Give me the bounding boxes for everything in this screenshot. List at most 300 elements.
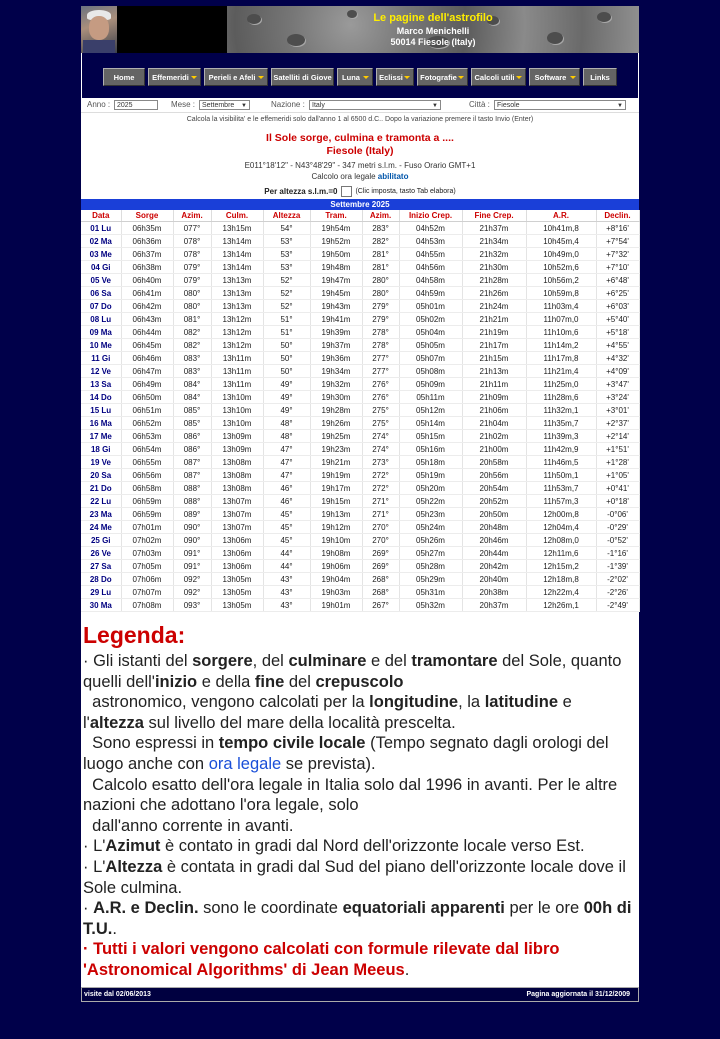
table-cell: 11h28m,6 — [526, 391, 596, 404]
table-cell: 13h05m — [211, 586, 263, 599]
table-cell: 11h07m,0 — [526, 313, 596, 326]
table-cell: 19h21m — [310, 456, 362, 469]
results-header — [81, 126, 639, 210]
table-cell: 13h11m — [211, 365, 263, 378]
table-cell: 08 Lu — [81, 313, 121, 326]
table-cell: 27 Sa — [81, 560, 121, 573]
table-row — [81, 521, 639, 534]
table-cell: -2°02' — [596, 573, 639, 586]
table-cell: 53° — [263, 248, 310, 261]
table-cell: 17 Me — [81, 430, 121, 443]
table-cell: -0°06' — [596, 508, 639, 521]
table-cell: 20h46m — [462, 534, 526, 547]
table-cell: 20h38m — [462, 586, 526, 599]
table-cell: 11h14m,2 — [526, 339, 596, 352]
table-cell: 01 Lu — [81, 222, 121, 235]
table-cell: 13h09m — [211, 430, 263, 443]
column-header: Data — [81, 210, 121, 222]
table-row — [81, 404, 639, 417]
legend-p1: · Gli istanti del sorgere, del culminare e del tramontare del Sole, quanto quelli dell'inizio e della fine del crepuscolo — [83, 652, 622, 691]
dropdown-arrow-icon — [516, 76, 522, 79]
table-cell: 52° — [263, 300, 310, 313]
table-cell: 18 Gi — [81, 443, 121, 456]
table-row — [81, 495, 639, 508]
column-header: Culm. — [211, 210, 263, 222]
table-cell: 090° — [173, 534, 211, 547]
table-cell: 276° — [362, 391, 399, 404]
table-cell: 279° — [362, 313, 399, 326]
nav-item-perieli-e-afeli[interactable]: Perieli e Afeli — [204, 68, 268, 86]
table-cell: 13h10m — [211, 404, 263, 417]
table-cell: 05h18m — [399, 456, 462, 469]
table-cell: 30 Ma — [81, 599, 121, 612]
table-cell: 50° — [263, 339, 310, 352]
table-cell: 13h14m — [211, 235, 263, 248]
table-cell: 04h53m — [399, 235, 462, 248]
table-row — [81, 352, 639, 365]
table-row — [81, 456, 639, 469]
table-cell: -2°49' — [596, 599, 639, 612]
citta-label: Città : — [469, 100, 490, 109]
table-cell: 19 Ve — [81, 456, 121, 469]
table-cell: 20h54m — [462, 482, 526, 495]
altezza-checkbox[interactable] — [341, 186, 352, 197]
table-cell: 06h51m — [121, 404, 173, 417]
ora-legale-text: Calcolo ora legale abilitato — [311, 172, 409, 181]
table-row — [81, 300, 639, 313]
legend-p9: · Tutti i valori vengono calcolati con formule rilevate dal libro 'Astronomical Algorithms' di Jean Meeus. — [83, 940, 560, 979]
table-cell: 20 Sa — [81, 469, 121, 482]
table-cell: 13 Sa — [81, 378, 121, 391]
table-cell: 21h04m — [462, 417, 526, 430]
table-cell: 079° — [173, 261, 211, 274]
nav-item-calcoli-utili[interactable]: Calcoli utili — [471, 68, 526, 86]
dropdown-arrow-icon — [404, 76, 410, 79]
table-cell: 06 Sa — [81, 287, 121, 300]
table-cell: 11h42m,9 — [526, 443, 596, 456]
table-cell: 06h42m — [121, 300, 173, 313]
table-cell: 13h07m — [211, 508, 263, 521]
table-cell: 53° — [263, 261, 310, 274]
table-row — [81, 586, 639, 599]
table-cell: 267° — [362, 599, 399, 612]
table-cell: +7°54' — [596, 235, 639, 248]
table-cell: 19h01m — [310, 599, 362, 612]
table-cell: 05h32m — [399, 599, 462, 612]
table-cell: 19h17m — [310, 482, 362, 495]
table-cell: 47° — [263, 443, 310, 456]
table-cell: 04h55m — [399, 248, 462, 261]
nazione-label: Nazione : — [271, 100, 305, 109]
table-cell: +5°40' — [596, 313, 639, 326]
table-cell: 19h12m — [310, 521, 362, 534]
table-cell: 268° — [362, 573, 399, 586]
table-cell: 50° — [263, 365, 310, 378]
table-cell: +5°18' — [596, 326, 639, 339]
table-cell: 21h17m — [462, 339, 526, 352]
table-cell: 13h06m — [211, 547, 263, 560]
table-cell: 13h14m — [211, 248, 263, 261]
table-cell: 21h19m — [462, 326, 526, 339]
table-cell: +0°18' — [596, 495, 639, 508]
table-cell: 06h40m — [121, 274, 173, 287]
table-row — [81, 287, 639, 300]
table-cell: 06h44m — [121, 326, 173, 339]
table-row — [81, 248, 639, 261]
table-cell: 19h32m — [310, 378, 362, 391]
table-cell: 088° — [173, 495, 211, 508]
table-cell: +7°10' — [596, 261, 639, 274]
legend-title: Legenda: — [83, 622, 186, 648]
table-cell: 21 Do — [81, 482, 121, 495]
table-cell: 21h13m — [462, 365, 526, 378]
ora-legale-link[interactable]: ora legale — [208, 754, 282, 773]
table-cell: 19h39m — [310, 326, 362, 339]
dropdown-arrow-icon — [363, 76, 369, 79]
table-cell: 04h58m — [399, 274, 462, 287]
table-cell: 19h26m — [310, 417, 362, 430]
table-cell: 13h11m — [211, 352, 263, 365]
table-cell: 07h05m — [121, 560, 173, 573]
table-row — [81, 573, 639, 586]
table-cell: 06h55m — [121, 456, 173, 469]
table-cell: 06h47m — [121, 365, 173, 378]
table-cell: 11h39m,3 — [526, 430, 596, 443]
table-cell: 271° — [362, 495, 399, 508]
table-cell: 51° — [263, 326, 310, 339]
table-cell: 13h13m — [211, 274, 263, 287]
table-cell: 077° — [173, 222, 211, 235]
table-cell: 281° — [362, 248, 399, 261]
table-cell: +4°32' — [596, 352, 639, 365]
table-cell: 05h22m — [399, 495, 462, 508]
table-cell: 092° — [173, 573, 211, 586]
table-cell: 19h50m — [310, 248, 362, 261]
table-cell: 088° — [173, 482, 211, 495]
table-cell: 06h56m — [121, 469, 173, 482]
page-container — [81, 6, 639, 1002]
altezza-hint: (Clic imposta, tasto Tab elabora) — [355, 188, 456, 195]
table-cell: 11h32m,1 — [526, 404, 596, 417]
table-cell: 12h00m,8 — [526, 508, 596, 521]
table-cell: 05h01m — [399, 300, 462, 313]
table-cell: 06h53m — [121, 430, 173, 443]
table-row — [81, 378, 639, 391]
table-cell: 06h49m — [121, 378, 173, 391]
main-menu — [103, 68, 620, 86]
results-location: Fiesole (Italy) — [326, 145, 394, 157]
table-cell: 13h07m — [211, 521, 263, 534]
table-cell: 21h06m — [462, 404, 526, 417]
table-cell: 06h59m — [121, 508, 173, 521]
table-cell: 20h40m — [462, 573, 526, 586]
chevron-down-icon: ▼ — [617, 103, 623, 109]
table-cell: 19h19m — [310, 469, 362, 482]
table-cell: -1°16' — [596, 547, 639, 560]
nav-item-satelliti-di-giove[interactable]: Satelliti di Giove — [271, 68, 334, 86]
table-row — [81, 443, 639, 456]
table-cell: 43° — [263, 599, 310, 612]
table-cell: 268° — [362, 586, 399, 599]
table-cell: 273° — [362, 456, 399, 469]
table-cell: 21h15m — [462, 352, 526, 365]
table-cell: 12h04m,4 — [526, 521, 596, 534]
dropdown-arrow-icon — [191, 76, 197, 79]
table-cell: 07h08m — [121, 599, 173, 612]
site-author: Marco Menichelli — [396, 26, 470, 36]
page-footer — [81, 987, 639, 1002]
table-cell: 46° — [263, 495, 310, 508]
table-cell: 21h26m — [462, 287, 526, 300]
table-cell: 271° — [362, 508, 399, 521]
table-cell: 13h05m — [211, 599, 263, 612]
table-cell: 05h15m — [399, 430, 462, 443]
table-cell: 05h24m — [399, 521, 462, 534]
table-cell: 11 Gi — [81, 352, 121, 365]
table-cell: 092° — [173, 586, 211, 599]
table-cell: 080° — [173, 287, 211, 300]
table-row — [81, 235, 639, 248]
coordinates-text: E011°18'12" - N43°48'29" - 347 metri s.l.m. - Fuso Orario GMT+1 — [244, 161, 476, 170]
table-cell: 05h07m — [399, 352, 462, 365]
table-row — [81, 222, 639, 235]
table-cell: +0°41' — [596, 482, 639, 495]
table-cell: 43° — [263, 573, 310, 586]
table-cell: 10h41m,8 — [526, 222, 596, 235]
table-cell: 278° — [362, 326, 399, 339]
table-cell: 07h03m — [121, 547, 173, 560]
table-cell: 087° — [173, 469, 211, 482]
table-cell: 13h11m — [211, 378, 263, 391]
table-cell: +4°09' — [596, 365, 639, 378]
table-cell: 13h12m — [211, 313, 263, 326]
table-cell: 45° — [263, 521, 310, 534]
table-row — [81, 508, 639, 521]
table-cell: 10h56m,2 — [526, 274, 596, 287]
table-cell: 283° — [362, 222, 399, 235]
table-cell: 275° — [362, 417, 399, 430]
table-cell: 20h42m — [462, 560, 526, 573]
table-cell: 06h59m — [121, 495, 173, 508]
table-cell: 05h29m — [399, 573, 462, 586]
table-cell: 12h18m,8 — [526, 573, 596, 586]
legend-p6: · L'Azimut è contato in gradi dal Nord dell'orizzonte locale verso Est. — [83, 837, 585, 856]
table-cell: 06h38m — [121, 261, 173, 274]
table-row — [81, 339, 639, 352]
table-row — [81, 261, 639, 274]
table-cell: 23 Ma — [81, 508, 121, 521]
table-cell: 085° — [173, 404, 211, 417]
chevron-down-icon: ▼ — [432, 103, 438, 109]
table-cell: 21h02m — [462, 430, 526, 443]
table-cell: 21h28m — [462, 274, 526, 287]
table-cell: 078° — [173, 235, 211, 248]
table-cell: 49° — [263, 404, 310, 417]
table-cell: 13h06m — [211, 534, 263, 547]
table-cell: 11h25m,0 — [526, 378, 596, 391]
sun-ephemeris-table — [81, 210, 640, 612]
table-cell: 089° — [173, 508, 211, 521]
table-row — [81, 274, 639, 287]
table-cell: 19h36m — [310, 352, 362, 365]
table-cell: 04 Gi — [81, 261, 121, 274]
table-cell: +8°16' — [596, 222, 639, 235]
dropdown-arrow-icon — [458, 76, 464, 79]
site-location: 50014 Fiesole (Italy) — [390, 37, 476, 47]
table-cell: -0°52' — [596, 534, 639, 547]
nav-item-luna[interactable]: Luna — [337, 68, 373, 86]
table-cell: 02 Ma — [81, 235, 121, 248]
table-cell: +3°01' — [596, 404, 639, 417]
table-cell: 19h37m — [310, 339, 362, 352]
table-cell: 080° — [173, 300, 211, 313]
table-cell: 21h37m — [462, 222, 526, 235]
table-cell: 12h22m,4 — [526, 586, 596, 599]
table-cell: 10 Me — [81, 339, 121, 352]
table-cell: +2°14' — [596, 430, 639, 443]
navigation-area — [81, 53, 639, 98]
table-cell: 19h23m — [310, 443, 362, 456]
table-cell: 11h57m,3 — [526, 495, 596, 508]
table-cell: 05h23m — [399, 508, 462, 521]
dropdown-arrow-icon — [258, 76, 264, 79]
table-row — [81, 326, 639, 339]
table-cell: 05h12m — [399, 404, 462, 417]
table-cell: 19h45m — [310, 287, 362, 300]
table-cell: 05h16m — [399, 443, 462, 456]
table-cell: 53° — [263, 235, 310, 248]
table-cell: 13h05m — [211, 573, 263, 586]
table-cell: 13h07m — [211, 495, 263, 508]
table-row — [81, 365, 639, 378]
table-cell: 19h10m — [310, 534, 362, 547]
table-cell: 06h50m — [121, 391, 173, 404]
citta-select[interactable]: Fiesole ▼ — [494, 100, 626, 110]
table-cell: 06h43m — [121, 313, 173, 326]
table-cell: 05h27m — [399, 547, 462, 560]
table-cell: 12h08m,0 — [526, 534, 596, 547]
table-cell: 21h11m — [462, 378, 526, 391]
author-photo — [81, 6, 117, 53]
table-cell: -0°29' — [596, 521, 639, 534]
table-cell: 082° — [173, 339, 211, 352]
table-cell: 11h03m,4 — [526, 300, 596, 313]
table-row — [81, 417, 639, 430]
table-row — [81, 391, 639, 404]
table-cell: 274° — [362, 443, 399, 456]
table-cell: +3°47' — [596, 378, 639, 391]
table-cell: 04h56m — [399, 261, 462, 274]
legend-p3: Sono espressi in tempo civile locale (Tempo segnato dagli orologi del luogo anche con ora legale se prevista). — [83, 734, 614, 773]
table-cell: 21h21m — [462, 313, 526, 326]
nav-item-links[interactable]: Links — [583, 68, 617, 86]
legend-p2: astronomico, vengono calcolati per la longitudine, la latitudine e l'altezza sul livello del mare della località prescelta. — [83, 693, 577, 732]
table-cell: 19h34m — [310, 365, 362, 378]
ora-legale-status[interactable]: abilitato — [377, 172, 409, 181]
table-cell: 13h10m — [211, 391, 263, 404]
table-cell: 47° — [263, 456, 310, 469]
table-cell: 07h07m — [121, 586, 173, 599]
table-cell: 12 Ve — [81, 365, 121, 378]
table-cell: 083° — [173, 365, 211, 378]
table-cell: 05h19m — [399, 469, 462, 482]
table-cell: 269° — [362, 560, 399, 573]
table-cell: 46° — [263, 482, 310, 495]
table-cell: 49° — [263, 378, 310, 391]
table-cell: 11h50m,1 — [526, 469, 596, 482]
table-cell: 04h59m — [399, 287, 462, 300]
table-cell: 10h49m,0 — [526, 248, 596, 261]
table-header-row — [81, 210, 639, 222]
table-cell: 48° — [263, 417, 310, 430]
table-cell: 05h04m — [399, 326, 462, 339]
table-cell: 091° — [173, 547, 211, 560]
table-row — [81, 482, 639, 495]
nav-item-fotografie[interactable]: Fotografie — [417, 68, 468, 86]
table-cell: 07h01m — [121, 521, 173, 534]
table-cell: 14 Do — [81, 391, 121, 404]
table-cell: 11h10m,6 — [526, 326, 596, 339]
column-header: Tram. — [310, 210, 362, 222]
table-cell: -1°39' — [596, 560, 639, 573]
mese-select[interactable]: Settembre ▼ — [199, 100, 250, 110]
legend-p7: · L'Altezza è contata in gradi dal Sud del piano dell'orizzonte locale dove il Sole culmina. — [83, 857, 626, 897]
table-cell: 16 Ma — [81, 417, 121, 430]
table-cell: 05h20m — [399, 482, 462, 495]
table-cell: 091° — [173, 560, 211, 573]
table-cell: 52° — [263, 287, 310, 300]
column-header: Altezza — [263, 210, 310, 222]
table-cell: 270° — [362, 534, 399, 547]
column-header: A.R. — [526, 210, 596, 222]
table-cell: 05h31m — [399, 586, 462, 599]
nazione-select[interactable]: Italy ▼ — [309, 100, 441, 110]
table-cell: 085° — [173, 417, 211, 430]
table-cell: 11h35m,7 — [526, 417, 596, 430]
table-cell: 19h30m — [310, 391, 362, 404]
table-cell: 13h13m — [211, 287, 263, 300]
table-cell: 06h37m — [121, 248, 173, 261]
nav-item-home[interactable]: Home — [103, 68, 145, 86]
nav-item-effemeridi[interactable]: Effemeridi — [148, 68, 201, 86]
table-cell: 269° — [362, 547, 399, 560]
table-cell: 19h54m — [310, 222, 362, 235]
table-cell: 48° — [263, 430, 310, 443]
table-cell: 05h11m — [399, 391, 462, 404]
table-cell: 05 Ve — [81, 274, 121, 287]
anno-input[interactable]: 2025 — [114, 100, 158, 110]
table-cell: 43° — [263, 586, 310, 599]
table-cell: 20h44m — [462, 547, 526, 560]
table-cell: 12h26m,1 — [526, 599, 596, 612]
table-cell: 44° — [263, 547, 310, 560]
table-cell: 084° — [173, 391, 211, 404]
altezza-row — [81, 186, 639, 197]
dropdown-arrow-icon — [570, 76, 576, 79]
table-row — [81, 547, 639, 560]
table-cell: 13h08m — [211, 456, 263, 469]
table-cell: 19h47m — [310, 274, 362, 287]
table-cell: 45° — [263, 508, 310, 521]
table-cell: 06h41m — [121, 287, 173, 300]
table-cell: 21h24m — [462, 300, 526, 313]
table-cell: 21h32m — [462, 248, 526, 261]
table-cell: 277° — [362, 352, 399, 365]
table-cell: 093° — [173, 599, 211, 612]
legend-p4: Calcolo esatto dell'ora legale in Italia solo dal 1996 in avanti. Per le altre nazioni che adottano l'ora legale, solo — [83, 775, 622, 815]
nav-item-eclissi[interactable]: Eclissi — [376, 68, 414, 86]
nav-item-software[interactable]: Software — [529, 68, 580, 86]
